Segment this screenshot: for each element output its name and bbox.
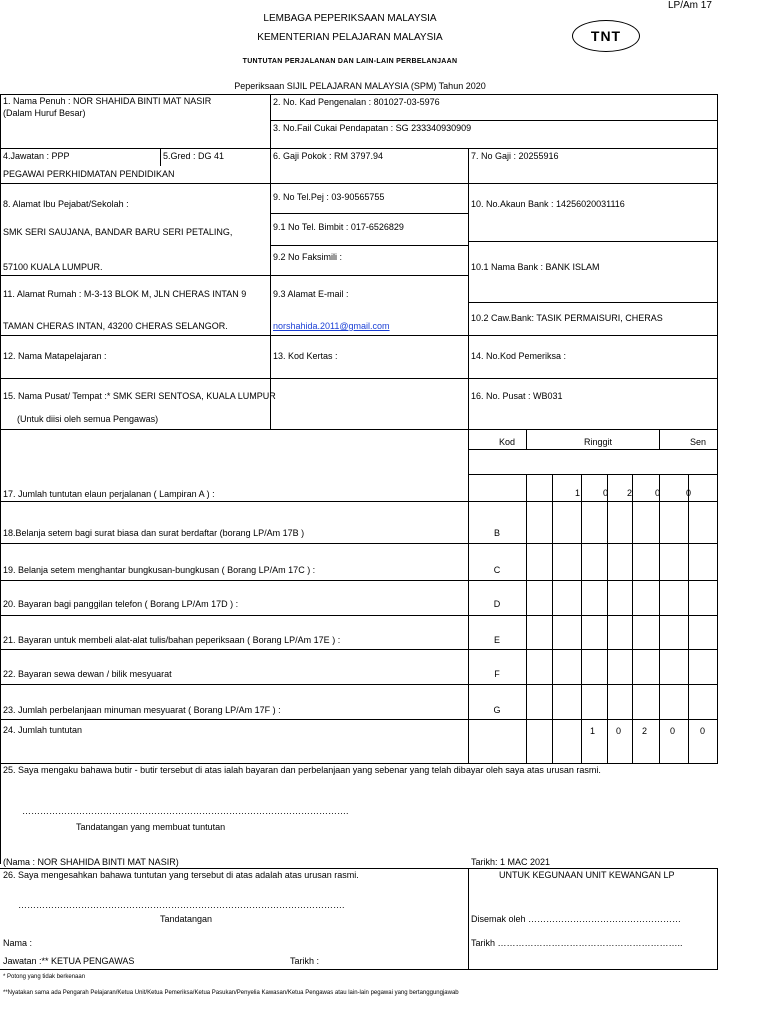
- office-use-title: UNTUK KEGUNAAN UNIT KEWANGAN LP: [499, 870, 675, 880]
- claim-total-digit: 0: [616, 726, 622, 736]
- claim-total-digit: 1: [590, 726, 596, 736]
- claim-date: Tarikh: 1 MAC 2021: [471, 857, 551, 867]
- field-nama-pusat: 15. Nama Pusat/ Tempat :* SMK SERI SENTOSA, KUALA LUMPUR: [3, 391, 276, 401]
- signature-dots: ……………………………………………………………………………………………….: [22, 806, 349, 816]
- office-date: Tarikh ……………………………………………………..: [471, 938, 683, 948]
- field-tel-bimbit: 9.1 No Tel. Bimbit : 017-6526829: [273, 222, 404, 232]
- field-kod-pemeriksa: 14. No.Kod Pemeriksa :: [471, 351, 567, 361]
- header-line1: LEMBAGA PEPERIKSAAN MALAYSIA: [263, 13, 437, 24]
- form-title: TUNTUTAN PERJALANAN DAN LAIN-LAIN PERBELANJAAN: [242, 58, 458, 65]
- claim-row-code: C: [493, 565, 501, 575]
- col-ringgit-header: Ringgit: [583, 437, 612, 447]
- claim-row-label: 19. Belanja setem menghantar bungkusan-bungkusan ( Borang LP/Am 17C ) :: [3, 565, 316, 575]
- col-sen-header: Sen: [690, 437, 707, 447]
- declaration-25: 25. Saya mengaku bahawa butir - butir tersebut di atas ialah bayaran dan perbelanjaan yang sebenar yang telah dibayar oleh saya atas urusan rasmi.: [3, 765, 601, 775]
- claim-row-label: 18.Belanja setem bagi surat biasa dan surat berdaftar (borang LP/Am 17B ): [3, 528, 305, 538]
- claim-row-label: 21. Bayaran untuk membeli alat-alat tulis/bahan peperiksaan ( Borang LP/Am 17E ) :: [3, 635, 341, 645]
- col-kod-header: Kod: [498, 437, 515, 447]
- field-nama-pusat-note: (Untuk diisi oleh semua Pengawas): [17, 414, 159, 424]
- header-line2: KEMENTERIAN PELAJARAN MALAYSIA: [257, 32, 443, 43]
- disemak-oleh: Disemak oleh ……………………………………………: [471, 914, 682, 924]
- field-nama-note: (Dalam Huruf Besar): [3, 108, 86, 118]
- verifier-jawatan: Jawatan :** KETUA PENGAWAS: [3, 956, 135, 966]
- field-nama-penuh: 1. Nama Penuh : NOR SHAHIDA BINTI MAT NASIR: [3, 96, 212, 106]
- field-tel-pej: 9. No Tel.Pej : 03-90565755: [273, 192, 385, 202]
- claim-row-code: G: [493, 705, 501, 715]
- claim-total-label: 24. Jumlah tuntutan: [3, 725, 83, 735]
- field-matapelajaran: 12. Nama Matapelajaran :: [3, 351, 107, 361]
- claim-row-digit: 0: [603, 488, 609, 498]
- field-alamat-rumah: 11. Alamat Rumah : M-3-13 BLOK M, JLN CHERAS INTAN 9: [3, 289, 247, 299]
- field-jawatan: 4.Jawatan : PPP: [3, 151, 70, 161]
- claim-row-digit: 0: [686, 488, 692, 498]
- field-cawangan-bank: 10.2 Caw.Bank: TASIK PERMAISURI, CHERAS: [471, 313, 663, 323]
- claim-row-label: 17. Jumlah tuntutan elaun perjalanan ( Lampiran A ) :: [3, 489, 215, 499]
- field-no-gaji: 7. No Gaji : 20255916: [471, 151, 559, 161]
- field-email-link[interactable]: norshahida.2011@gmail.com: [273, 321, 390, 331]
- field-alamat-pejabat-line1: SMK SERI SAUJANA, BANDAR BARU SERI PETALING,: [3, 227, 233, 237]
- claim-row-digit: 1: [575, 488, 581, 498]
- verifier-date: Tarikh :: [290, 956, 320, 966]
- tnt-badge: TNT: [572, 20, 640, 52]
- declaration-26: 26. Saya mengesahkan bahawa tuntutan yang tersebut di atas adalah atas urusan rasmi.: [3, 870, 359, 880]
- field-faksimili: 9.2 No Faksimili :: [273, 252, 343, 262]
- exam-title: Peperiksaan SIJIL PELAJARAN MALAYSIA (SPM) Tahun 2020: [234, 81, 486, 91]
- claim-row-code: B: [493, 528, 500, 538]
- field-gred: 5.Gred : DG 41: [163, 151, 225, 161]
- field-gaji-pokok: 6. Gaji Pokok : RM 3797.94: [273, 151, 384, 161]
- claim-total-digit: 2: [642, 726, 648, 736]
- verifier-name: Nama :: [3, 938, 33, 948]
- claim-total-digit: 0: [670, 726, 676, 736]
- field-alamat-pejabat: 8. Alamat Ibu Pejabat/Sekolah :: [3, 199, 129, 209]
- field-nama-bank: 10.1 Nama Bank : BANK ISLAM: [471, 262, 600, 272]
- claimant-name: (Nama : NOR SHAHIDA BINTI MAT NASIR): [3, 857, 179, 867]
- field-kod-kertas: 13. Kod Kertas :: [273, 351, 338, 361]
- claim-row-label: 20. Bayaran bagi panggilan telefon ( Borang LP/Am 17D ) :: [3, 599, 239, 609]
- field-fail-cukai: 3. No.Fail Cukai Pendapatan : SG 233340930909: [273, 123, 472, 133]
- signature-label: Tandatangan yang membuat tuntutan: [76, 822, 226, 832]
- form-code: LP/Am 17: [668, 0, 712, 11]
- field-email-label: 9.3 Alamat E-mail :: [273, 289, 349, 299]
- claim-row-digit: 2: [627, 488, 633, 498]
- field-alamat-rumah-line2: TAMAN CHERAS INTAN, 43200 CHERAS SELANGOR.: [3, 321, 228, 331]
- claim-row-code: F: [494, 669, 500, 679]
- claim-row-code: E: [493, 635, 500, 645]
- claim-total-digit: 0: [700, 726, 706, 736]
- field-alamat-pejabat-line2: 57100 KUALA LUMPUR.: [3, 262, 103, 272]
- claim-row-digit: 0: [655, 488, 661, 498]
- footnote-2: **Nyatakan sama ada Pengarah Pelajaran/Ketua Unit/Ketua Pemeriksa/Ketua Pasukan/Penyelia Kawasan/Ketua Pengawas atau lain-lain pegawai yang bertanggungjawab: [3, 990, 459, 996]
- field-kad-pengenalan: 2. No. Kad Pengenalan : 801027-03-5976: [273, 97, 440, 107]
- claim-row-label: 23. Jumlah perbelanjaan minuman mesyuarat ( Borang LP/Am 17F ) :: [3, 705, 281, 715]
- field-no-pusat: 16. No. Pusat : WB031: [471, 391, 563, 401]
- footnote-1: * Potong yang tidak berkenaan: [3, 974, 86, 980]
- signature2-dots: ……………………………………………………………………………………………….: [18, 900, 345, 910]
- signature2-label: Tandatangan: [160, 914, 213, 924]
- field-jawatan-value: PEGAWAI PERKHIDMATAN PENDIDIKAN: [3, 169, 175, 179]
- field-akaun-bank: 10. No.Akaun Bank : 14256020031116: [471, 199, 625, 209]
- claim-row-label: 22. Bayaran sewa dewan / bilik mesyuarat: [3, 669, 172, 679]
- claim-row-code: D: [493, 599, 501, 609]
